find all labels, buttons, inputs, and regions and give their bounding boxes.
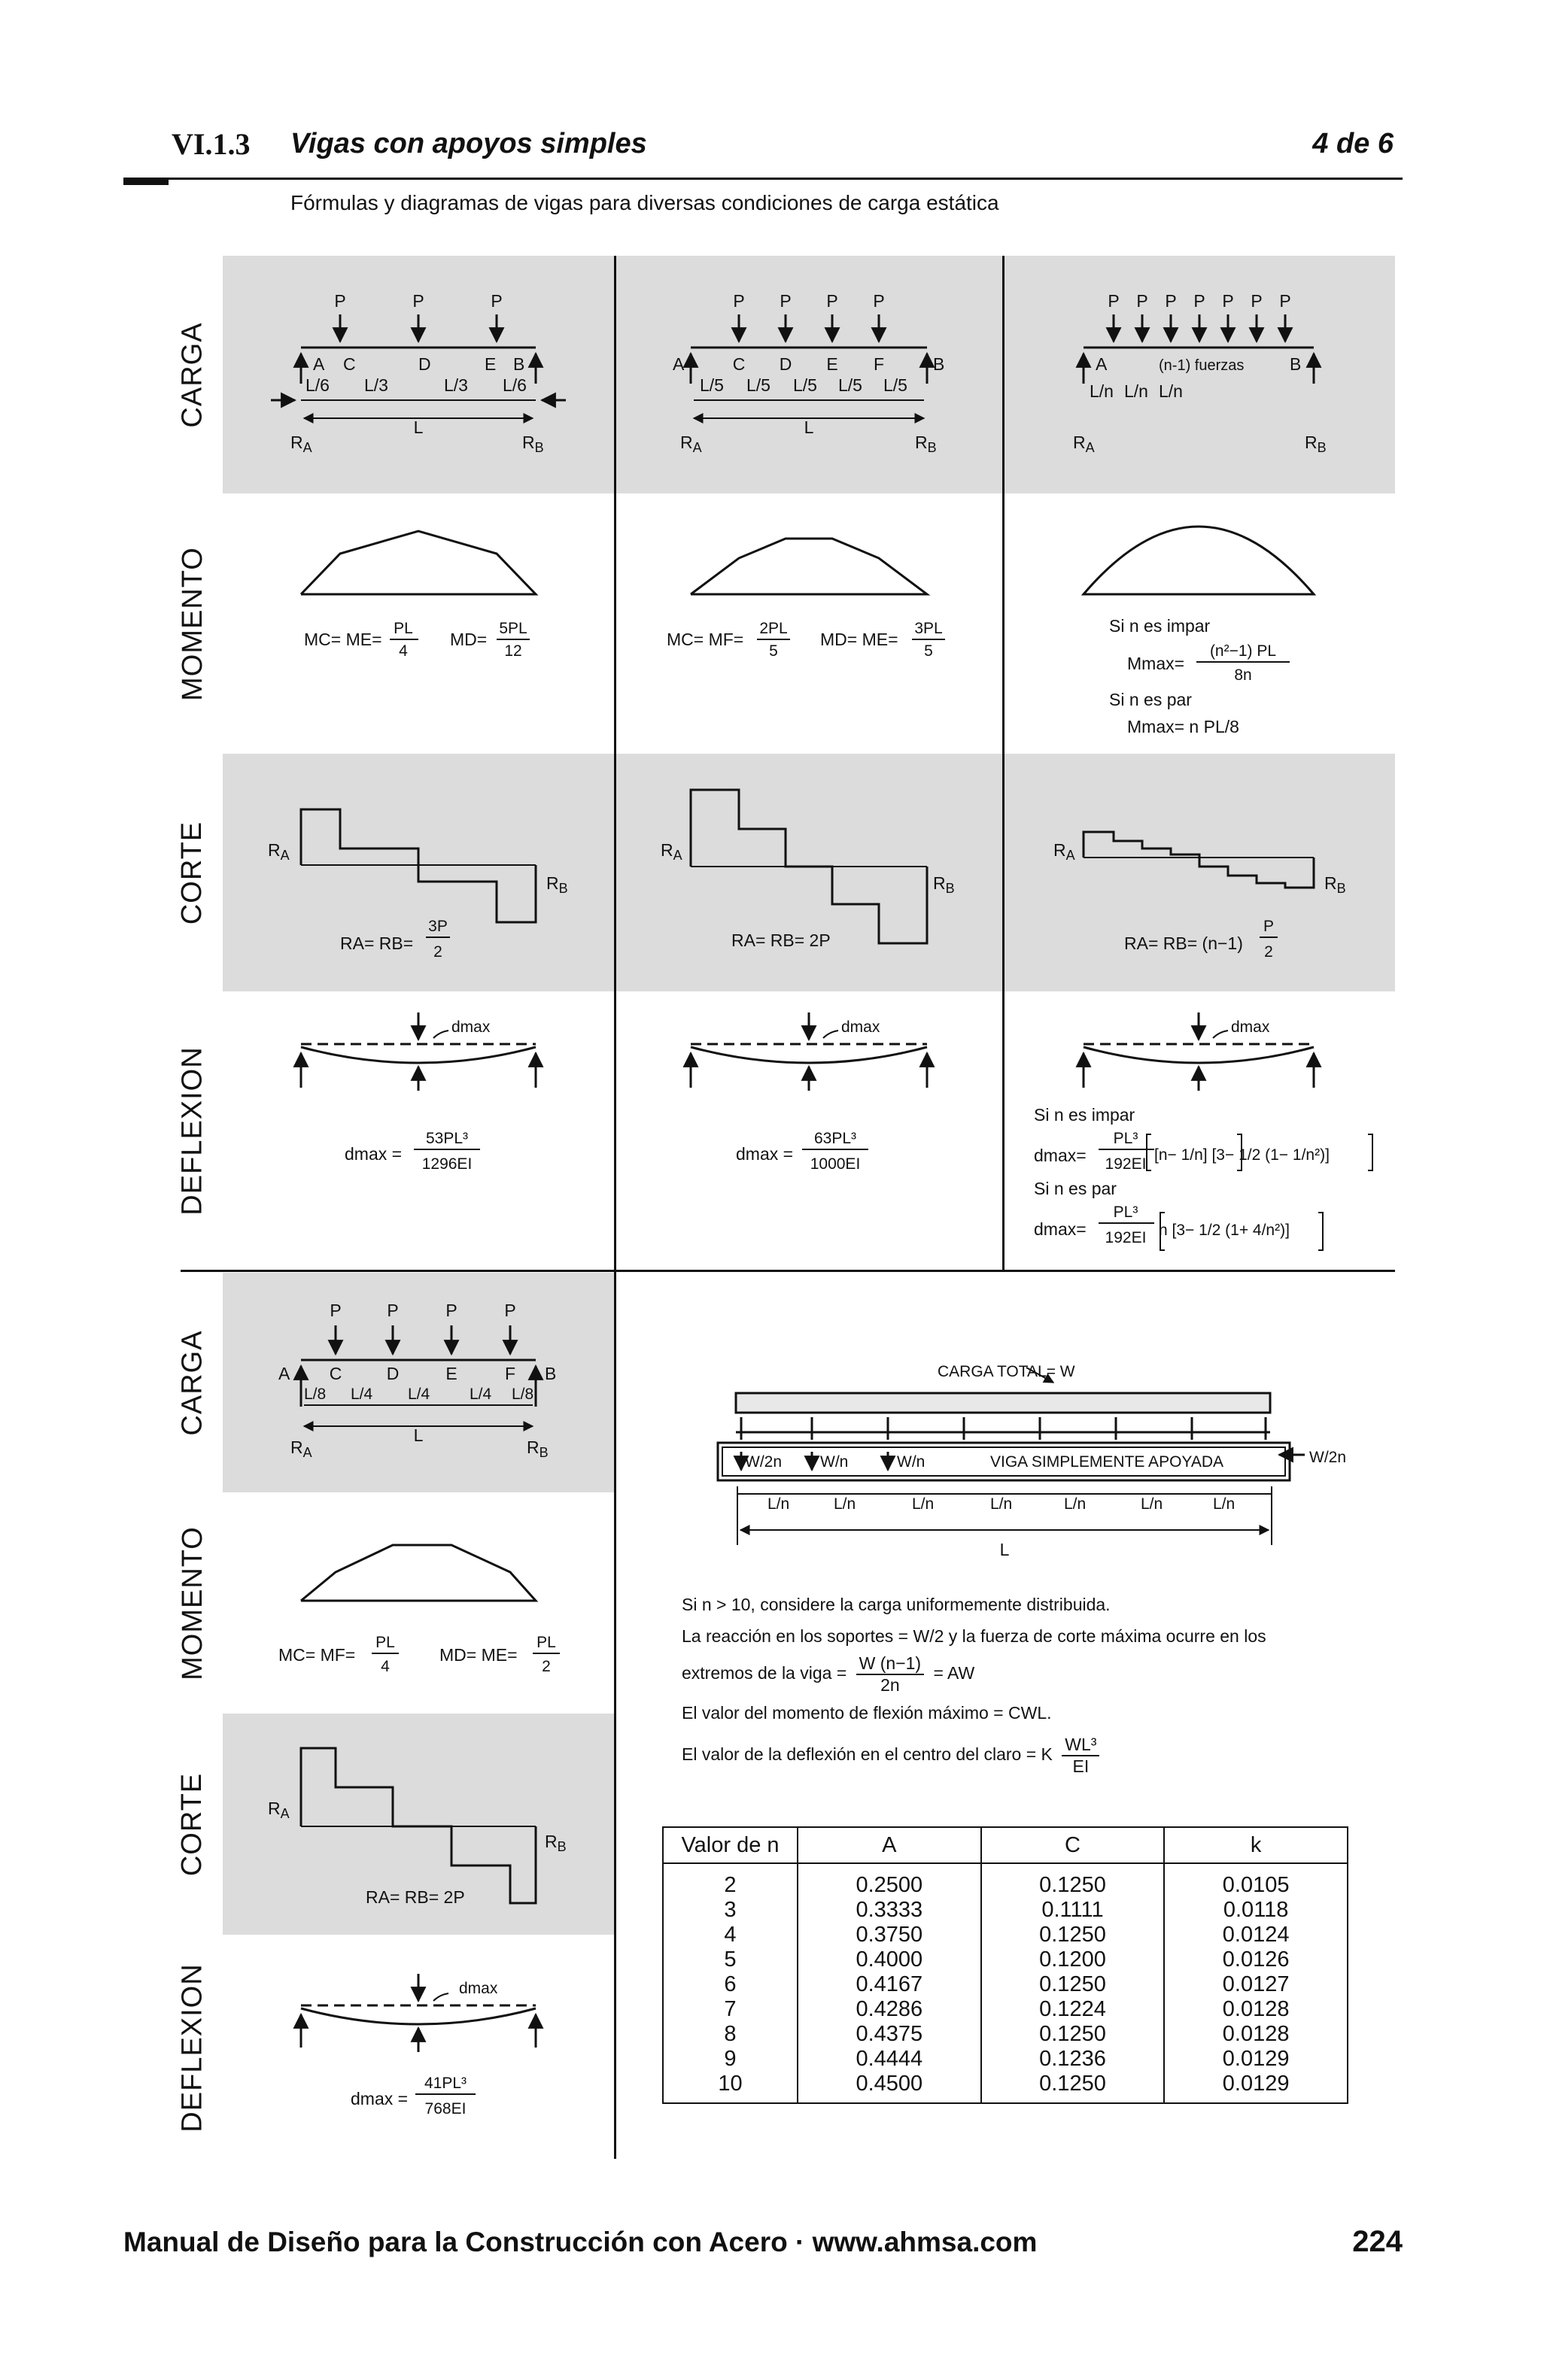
case1-span-l6-left: L/6 <box>305 375 330 395</box>
row-label-corte-bottom: CORTE <box>176 1772 208 1876</box>
svg-text:MC= ME=: MC= ME= <box>304 630 382 649</box>
case2-shear-formula: RA= RB= 2P <box>731 930 831 950</box>
case2-span-l5-2: L/5 <box>746 375 770 395</box>
case3-load-p5: P <box>1222 291 1234 311</box>
svg-text:dmax=: dmax= <box>1034 1219 1087 1239</box>
case1-span-l6-right: L/6 <box>503 375 527 395</box>
table-header-a: A <box>798 1827 981 1863</box>
svg-text:2: 2 <box>542 1658 551 1675</box>
values-table <box>662 1826 1348 2104</box>
case4-shear-formula: RA= RB= 2P <box>366 1887 465 1907</box>
case3-span-ln-3: L/n <box>1159 381 1183 401</box>
case4-deflection-formula <box>351 2075 476 2117</box>
row-label-momento-bottom: MOMENTO <box>176 1525 208 1680</box>
table-cell-c-1: 0.1111 <box>1041 1898 1104 1922</box>
case4-load-p3: P <box>445 1301 457 1320</box>
table-cell-n-3: 5 <box>724 1947 737 1972</box>
case1-reaction-ra: $R_A$ <box>290 433 312 455</box>
table-cell-k-4: 0.0127 <box>1222 1972 1290 1996</box>
svg-text:P: P <box>1263 918 1275 935</box>
table-header-k: k <box>1164 1827 1348 1863</box>
table-cell-k-5: 0.0128 <box>1222 1997 1290 2021</box>
case2-label-b: B <box>933 354 945 374</box>
svg-text:12: 12 <box>504 642 522 660</box>
case4-span-l: L <box>413 1425 424 1445</box>
case1-span-l3-right: L/3 <box>444 375 468 395</box>
case1-dmax-label: dmax <box>451 1018 491 1036</box>
table-cell-n-6: 8 <box>724 2022 737 2046</box>
case3-load-p7: P <box>1279 291 1291 311</box>
case4-shear-shape <box>301 1748 536 1903</box>
svg-text:5PL: 5PL <box>499 620 527 637</box>
svg-text:192EI: 192EI <box>1105 1229 1147 1246</box>
case2-shear-rb: $R_B$ <box>933 873 955 896</box>
case4-moment-shape <box>301 1545 536 1601</box>
case2-moment-shape <box>691 539 927 594</box>
case3-shear-formula <box>1124 918 1278 961</box>
svg-text:PL: PL <box>375 1634 395 1651</box>
case4-shear-rb: $R_B$ <box>545 1832 567 1854</box>
case1-label-c: C <box>343 354 356 374</box>
case4-reaction-rb: $R_B$ <box>527 1437 549 1460</box>
svg-text:5: 5 <box>924 642 933 660</box>
table-cell-k-6: 0.0128 <box>1222 2022 1290 2046</box>
uniform-span-ln-2: L/n <box>834 1495 856 1513</box>
row-label-carga-bottom: CARGA <box>176 1329 208 1436</box>
svg-text:53PL³: 53PL³ <box>425 1130 469 1147</box>
row-label-momento-top: MOMENTO <box>176 546 208 701</box>
table-row <box>663 1863 1348 2103</box>
case3-reaction-ra: $R_A$ <box>1073 433 1095 455</box>
svg-text:[n− 1/n] [3− 1/2 (1− 1/n²)]: [n− 1/n] [3− 1/2 (1− 1/n²)] <box>1154 1146 1330 1164</box>
svg-text:4: 4 <box>381 1658 390 1675</box>
case2-load-p1: P <box>733 291 745 311</box>
table-col-n <box>663 1863 798 2103</box>
table-cell-n-8: 10 <box>718 2072 743 2096</box>
case3-moment-shape <box>1084 527 1314 594</box>
case2-reaction-ra: $R_A$ <box>680 433 702 455</box>
case4-span-l4-3: L/4 <box>470 1386 492 1403</box>
table-cell-c-6: 0.1250 <box>1039 2022 1106 2046</box>
case1-deflection-formula <box>345 1130 480 1173</box>
case3-label-a: A <box>1096 354 1108 374</box>
case2-load-p3: P <box>826 291 838 311</box>
svg-text:PL: PL <box>536 1634 556 1651</box>
table-cell-c-3: 0.1200 <box>1039 1947 1106 1972</box>
svg-text:PL³: PL³ <box>1113 1130 1138 1147</box>
table-cell-a-6: 0.4375 <box>856 2022 923 2046</box>
case3-load-p3: P <box>1165 291 1177 311</box>
uniform-wn-2: W/n <box>897 1453 926 1471</box>
svg-text:41PL³: 41PL³ <box>424 2075 467 2092</box>
svg-text:8n: 8n <box>1234 666 1252 684</box>
svg-text:2PL: 2PL <box>759 620 788 637</box>
case2-span-l5-1: L/5 <box>700 375 724 395</box>
svg-text:MD= ME=: MD= ME= <box>439 1645 518 1665</box>
case4-reaction-ra: $R_A$ <box>290 1437 312 1460</box>
case1-reaction-rb: $R_B$ <box>522 433 544 455</box>
case2-span-l5-3: L/5 <box>793 375 817 395</box>
svg-text:MD=: MD= <box>450 630 488 649</box>
svg-text:63PL³: 63PL³ <box>813 1130 857 1147</box>
case3-moment-formula <box>1109 616 1290 736</box>
case2-load-diagram <box>691 314 927 418</box>
svg-text:3P: 3P <box>428 918 448 935</box>
svg-text:5: 5 <box>769 642 778 660</box>
case4-span-l4-2: L/4 <box>408 1386 430 1403</box>
table-cell-c-2: 0.1250 <box>1039 1923 1106 1947</box>
case1-moment-formula <box>304 620 530 660</box>
case1-load-p2: P <box>412 291 424 311</box>
case4-shear-ra: $R_A$ <box>268 1799 290 1821</box>
case3-load-p2: P <box>1136 291 1148 311</box>
case2-load-p2: P <box>780 291 792 311</box>
case3-shear-shape <box>1084 832 1314 888</box>
svg-text:MD= ME=: MD= ME= <box>820 630 898 649</box>
table-cell-k-3: 0.0126 <box>1222 1947 1290 1972</box>
case1-label-e: E <box>485 354 497 374</box>
svg-text:Si n es par: Si n es par <box>1034 1179 1117 1198</box>
case4-dmax-label: dmax <box>459 1980 498 1997</box>
uniform-note-3: extremos de la viga = $\frac{W (n-1)}{2n}$ = AW <box>682 1653 975 1695</box>
table-cell-a-2: 0.3750 <box>856 1923 923 1947</box>
section-number: VI.1.3 <box>172 127 251 161</box>
table-cell-n-1: 3 <box>724 1898 737 1922</box>
case4-span-l8-left: L/8 <box>304 1386 327 1403</box>
svg-text:dmax =: dmax = <box>351 2089 409 2108</box>
case2-span-l5-4: L/5 <box>838 375 862 395</box>
case4-label-d: D <box>386 1364 400 1383</box>
case3-load-p1: P <box>1108 291 1120 311</box>
uniform-carga-total: CARGA TOTAL= W <box>938 1363 1075 1380</box>
svg-text:PL: PL <box>394 620 413 637</box>
svg-text:Si n es par: Si n es par <box>1109 690 1192 709</box>
case1-shear-ra: $R_A$ <box>268 840 290 863</box>
case1-label-b: B <box>513 354 525 374</box>
page-subtitle: Fórmulas y diagramas de vigas para diversas condiciones de carga estática <box>290 191 999 214</box>
table-cell-c-7: 0.1236 <box>1039 2047 1106 2071</box>
table-cell-k-0: 0.0105 <box>1222 1873 1290 1897</box>
table-cell-a-7: 0.4444 <box>856 2047 923 2071</box>
case2-deflection-shape <box>691 1012 927 1091</box>
table-cell-n-7: 9 <box>724 2047 737 2071</box>
case2-dmax-label: dmax <box>841 1018 880 1036</box>
table-header-row <box>663 1827 1348 1863</box>
case4-moment-formula <box>278 1634 560 1675</box>
case1-label-a: A <box>313 354 325 374</box>
case2-label-c: C <box>732 354 746 374</box>
svg-text:Mmax= n PL/8: Mmax= n PL/8 <box>1127 717 1239 736</box>
case4-deflection-shape <box>301 1974 536 2052</box>
case1-load-p1: P <box>334 291 346 311</box>
uniform-note-5: El valor de la deflexión en el centro del claro = K $\frac{\text{WL³}}{EI}$ <box>682 1735 1099 1777</box>
svg-text:dmax =: dmax = <box>736 1144 794 1164</box>
uniform-span-ln-4: L/n <box>990 1495 1013 1513</box>
table-cell-c-8: 0.1250 <box>1039 2072 1106 2096</box>
case2-shear-shape <box>691 790 927 943</box>
uniform-note-1: Si n > 10, considere la carga uniformemente distribuida. <box>682 1595 1111 1614</box>
case2-label-d: D <box>779 354 792 374</box>
case4-load-p1: P <box>330 1301 342 1320</box>
table-cell-k-2: 0.0124 <box>1222 1923 1290 1947</box>
row-label-corte-top: CORTE <box>176 821 208 924</box>
case4-label-c: C <box>329 1364 342 1383</box>
table-cell-a-8: 0.4500 <box>856 2072 923 2096</box>
uniform-viga-label: VIGA SIMPLEMENTE APOYADA <box>990 1453 1224 1471</box>
case2-label-f: F <box>873 354 885 374</box>
uniform-span-ln-5: L/n <box>1064 1495 1087 1513</box>
case2-load-p4: P <box>873 291 885 311</box>
case3-dmax-label: dmax <box>1231 1018 1270 1036</box>
uniform-note-4: El valor del momento de flexión máximo = CWL. <box>682 1703 1052 1723</box>
table-cell-c-0: 0.1250 <box>1039 1873 1106 1897</box>
svg-text:3PL: 3PL <box>914 620 943 637</box>
table-col-a <box>798 1863 981 2103</box>
uniform-w2n-right: W/2n <box>1309 1449 1347 1466</box>
page-title: Vigas con apoyos simples <box>290 128 647 159</box>
svg-text:MC= MF=: MC= MF= <box>667 630 744 649</box>
case3-label-b: B <box>1290 354 1302 374</box>
case2-span-l5-5: L/5 <box>883 375 907 395</box>
case2-label-e: E <box>826 354 838 374</box>
uniform-span-ln-3: L/n <box>912 1495 935 1513</box>
case3-load-p4: P <box>1193 291 1205 311</box>
table-cell-n-4: 6 <box>724 1972 737 1996</box>
case3-n-fuerzas: (n-1) fuerzas <box>1159 357 1245 374</box>
table-cell-k-7: 0.0129 <box>1222 2047 1290 2071</box>
table-cell-a-0: 0.2500 <box>856 1873 923 1897</box>
svg-text:(n²−1) PL: (n²−1) PL <box>1209 642 1277 660</box>
case3-deflection-shape <box>1084 1012 1314 1091</box>
case4-label-a: A <box>278 1364 290 1383</box>
case3-span-ln-1: L/n <box>1090 381 1114 401</box>
case1-label-d: D <box>418 354 431 374</box>
table-col-c <box>981 1863 1165 2103</box>
table-header-n: Valor de n <box>663 1827 798 1863</box>
table-cell-c-4: 0.1250 <box>1039 1972 1106 1996</box>
svg-text:768EI: 768EI <box>424 2100 467 2117</box>
table-cell-a-3: 0.4000 <box>856 1947 923 1972</box>
svg-text:1296EI: 1296EI <box>421 1155 473 1173</box>
case2-deflection-formula <box>736 1130 868 1173</box>
svg-text:dmax =: dmax = <box>345 1144 403 1164</box>
table-cell-n-2: 4 <box>724 1923 737 1947</box>
svg-text:Si n es impar: Si n es impar <box>1109 616 1211 636</box>
case1-moment-shape <box>301 531 536 594</box>
case2-shear-ra: $R_A$ <box>661 840 682 863</box>
case4-label-e: E <box>445 1364 457 1383</box>
case2-label-a: A <box>673 354 685 374</box>
case4-span-l8-right: L/8 <box>512 1386 534 1403</box>
row-label-deflexion-top: DEFLEXION <box>176 1046 208 1216</box>
svg-text:2: 2 <box>433 943 442 961</box>
uniform-wn-1: W/n <box>820 1453 849 1471</box>
table-cell-n-0: 2 <box>724 1873 737 1897</box>
svg-text:2: 2 <box>1264 943 1273 961</box>
footer-text: Manual de Diseño para la Construcción con Acero · www.ahmsa.com <box>123 2227 1038 2257</box>
table-header-c: C <box>981 1827 1165 1863</box>
row-label-carga-top: CARGA <box>176 321 208 428</box>
uniform-span-ln-1: L/n <box>767 1495 790 1513</box>
case1-shear-formula <box>340 918 450 961</box>
svg-text:Si n es impar: Si n es impar <box>1034 1105 1135 1125</box>
case4-label-f: F <box>504 1364 516 1383</box>
case3-reaction-rb: $R_B$ <box>1305 433 1327 455</box>
case1-span-l3-left: L/3 <box>364 375 388 395</box>
uniform-span-ln-7: L/n <box>1213 1495 1236 1513</box>
case1-shear-shape <box>301 809 536 922</box>
svg-text:192EI: 192EI <box>1105 1155 1147 1173</box>
svg-text:RA= RB= (n−1): RA= RB= (n−1) <box>1124 933 1243 953</box>
uniform-w2n-left: W/2n <box>745 1453 783 1471</box>
table-cell-n-5: 7 <box>724 1997 737 2021</box>
row-label-deflexion-bottom: DEFLEXION <box>176 1963 208 2133</box>
table-cell-c-5: 0.1224 <box>1039 1997 1106 2021</box>
table-cell-k-1: 0.0118 <box>1223 1898 1289 1922</box>
case1-deflection-shape <box>301 1012 536 1091</box>
case1-span-l: L <box>413 417 424 437</box>
svg-text:dmax=: dmax= <box>1034 1146 1087 1165</box>
svg-text:1000EI: 1000EI <box>810 1155 861 1173</box>
uniform-span-l: L <box>999 1540 1010 1559</box>
svg-text:RA= RB=: RA= RB= <box>340 933 414 953</box>
table-cell-a-5: 0.4286 <box>856 1997 923 2021</box>
table-col-k <box>1164 1863 1348 2103</box>
svg-text:Mmax=: Mmax= <box>1127 654 1185 673</box>
case3-load-p6: P <box>1251 291 1263 311</box>
case1-shear-rb: $R_B$ <box>546 873 568 896</box>
uniform-span-ln-6: L/n <box>1141 1495 1163 1513</box>
table-cell-k-8: 0.0129 <box>1222 2072 1290 2096</box>
case4-span-l4-1: L/4 <box>351 1386 373 1403</box>
case4-load-p2: P <box>387 1301 399 1320</box>
uniform-note-2: La reacción en los soportes = W/2 y la fuerza de corte máxima ocurre en los <box>682 1626 1266 1646</box>
table-cell-a-4: 0.4167 <box>856 1972 923 1996</box>
case2-reaction-rb: $R_B$ <box>915 433 937 455</box>
case3-shear-rb: $R_B$ <box>1324 873 1346 896</box>
case3-shear-ra: $R_A$ <box>1053 840 1075 863</box>
svg-text:n [3− 1/2 (1+ 4/n²)]: n [3− 1/2 (1+ 4/n²)] <box>1159 1222 1290 1239</box>
case2-moment-formula <box>667 620 945 660</box>
case4-load-p4: P <box>504 1301 516 1320</box>
svg-text:4: 4 <box>399 642 408 660</box>
case1-load-p3: P <box>491 291 503 311</box>
case3-span-ln-2: L/n <box>1124 381 1148 401</box>
svg-text:MC= MF=: MC= MF= <box>278 1645 356 1665</box>
svg-text:PL³: PL³ <box>1113 1204 1138 1221</box>
footer-page-number: 224 <box>1352 2225 1403 2258</box>
page-of-indicator: 4 de 6 <box>1312 128 1394 159</box>
case4-label-b: B <box>545 1364 557 1383</box>
case3-deflection-formula <box>1034 1105 1330 1246</box>
case2-span-l: L <box>804 417 814 437</box>
table-cell-a-1: 0.3333 <box>856 1898 923 1922</box>
